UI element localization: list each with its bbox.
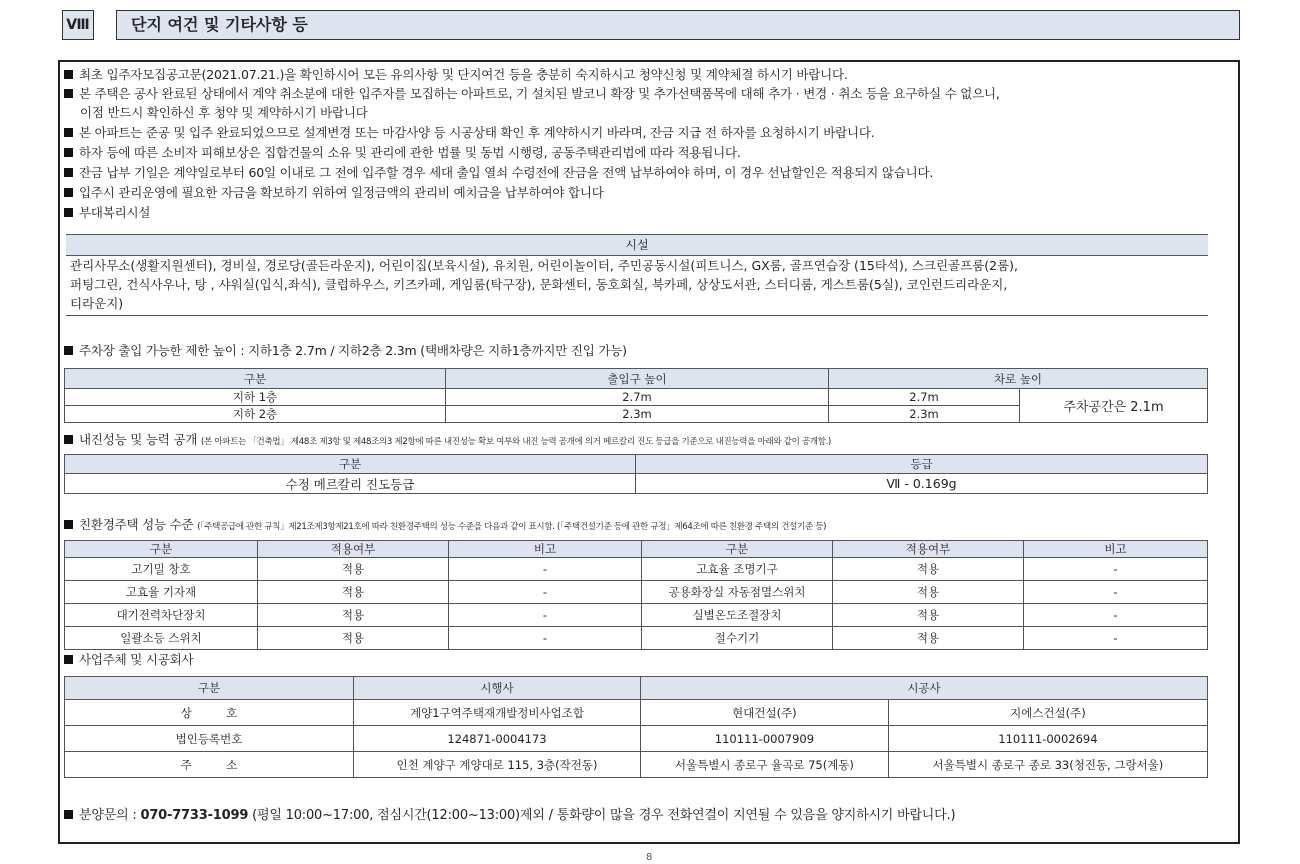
section-title: 단지 여건 및 기타사항 등: [116, 10, 1240, 40]
notice-item: 잔금 납부 기일은 계약일로부터 60일 이내로 그 전에 입주할 경우 세대 출입 열쇠 수령전에 잔금을 전액 납부하여야 하며, 이 경우 선납할인은 적용되지 않습니다.: [64, 163, 933, 181]
bullet-square-icon: [64, 128, 73, 137]
notice-item: 하자 등에 따른 소비자 피해보상은 집합건물의 소유 및 관리에 관한 법률 및 동법 시행령, 공동주택관리법에 따라 적용됩니다.: [64, 143, 741, 161]
bullet-square-icon: [64, 168, 73, 177]
inquiry-phone: 070-7733-1099: [140, 808, 249, 823]
table-header: 차로 높이: [829, 369, 1208, 389]
bullet-square-icon: [64, 208, 73, 217]
table-row: 수정 메르칼리 진도등급 Ⅶ - 0.169g: [65, 474, 1208, 494]
table-row: 고효율 기자재 적용 - 공용화장실 자동점멸스위치 적용 -: [65, 581, 1208, 604]
table-row: 대기전력차단장치 적용 - 실별온도조절장치 적용 -: [65, 604, 1208, 627]
eco-table: [64, 540, 1208, 650]
notice-item: 본 주택은 공사 완료된 상태에서 계약 취소분에 대한 입주자를 모집하는 아파트로, 기 설치된 발코니 확장 및 추가선택품목에 대해 추가 · 변경 · 취소 등을 요구하실 수 없으니,: [64, 84, 1000, 102]
table-header: 구분: [65, 369, 446, 389]
bullet-square-icon: [64, 346, 73, 355]
table-header: 비고: [1024, 541, 1208, 558]
bullet-square-icon: [64, 188, 73, 197]
table-header: 시공사: [641, 677, 1208, 700]
eco-note: (「주택공급에 관한 규칙」제21조제3항제21호에 따라 친환경주택의 성능 수준을 다음과 같이 표시함. (「주택건설기준 등에 관한 규정」제64조에 따른 친환경 주택의 건설기준 등): [197, 522, 827, 532]
seismic-title: 내진성능 및 능력 공개 (본 아파트는 「건축법」 제48조 제3항 및 제48조의3 제2항에 따른 내진성능 확보 여부와 내진 능력 공개에 의거 메르칼리 진도 등급을 기준으로 내진능력을 아래와 같이 공개함.): [64, 430, 831, 448]
table-row: 지하 1층 2.7m 2.7m 주차공간은 2.1m: [65, 389, 1208, 406]
bullet-square-icon: [64, 89, 73, 98]
bullet-square-icon: [64, 435, 73, 444]
facilities-table: [66, 234, 1208, 316]
notice-item: 입주시 관리운영에 필요한 자금을 확보하기 위하여 일정금액의 관리비 예치금을 납부하여야 합니다: [64, 183, 604, 201]
facilities-header: 시설: [66, 234, 1208, 256]
seismic-note: (본 아파트는 「건축법」 제48조 제3항 및 제48조의3 제2항에 따른 내진성능 확보 여부와 내진 능력 공개에 의거 메르칼리 진도 등급을 기준으로 내진능력을 아래와 같이 공개함.): [200, 437, 832, 447]
page-number: 8: [646, 852, 653, 863]
parking-title: 주차장 출입 가능한 제한 높이 : 지하1층 2.7m / 지하2층 2.3m (택배차량은 지하1층까지만 진입 가능): [64, 341, 627, 359]
table-header: 비고: [449, 541, 642, 558]
table-header: 구분: [65, 677, 354, 700]
table-header: 시행사: [354, 677, 641, 700]
parking-note: 주차공간은 2.1m: [1020, 389, 1208, 423]
notice-item: 본 아파트는 준공 및 입주 완료되었으므로 설계변경 또는 마감사양 등 시공상태 확인 후 계약하시기 바라며, 잔금 지급 전 하자를 요청하시기 바랍니다.: [64, 123, 875, 141]
section-number: Ⅷ: [62, 10, 94, 40]
table-row: 상 호 계양1구역주택재개발정비사업조합 현대건설(주) 지에스건설(주): [65, 700, 1208, 726]
table-row: 주 소 인천 계양구 계양대로 115, 3층(작전동) 서울특별시 종로구 율곡로 75(계동) 서울특별시 종로구 종로 33(청진동, 그랑서울): [65, 752, 1208, 778]
company-table: [64, 676, 1208, 778]
bullet-square-icon: [64, 655, 73, 664]
table-header: 구분: [65, 541, 258, 558]
seismic-table: [64, 454, 1208, 494]
facilities-line: 티라운지): [70, 296, 124, 311]
table-header: 구분: [642, 541, 833, 558]
table-header: 등급: [636, 455, 1208, 474]
table-row: 고기밀 창호 적용 - 고효율 조명기구 적용 -: [65, 558, 1208, 581]
bullet-square-icon: [64, 520, 73, 529]
table-header: 출입구 높이: [446, 369, 829, 389]
bullet-square-icon: [64, 810, 73, 819]
table-row: 법인등록번호 124871-0004173 110111-0007909 110111-0002694: [65, 726, 1208, 752]
content-box: [58, 60, 1240, 844]
table-row: 일괄소등 스위치 적용 - 절수기기 적용 -: [65, 627, 1208, 650]
facilities-line: 관리사무소(생활지원센터), 경비실, 경로당(골든라운지), 어린이집(보육시설), 유치원, 어린이놀이터, 주민공동시설(피트니스, GX룸, 골프연습장 (15타석), 스크린골프룸(2룸),: [70, 258, 1019, 273]
table-header: 적용여부: [258, 541, 449, 558]
company-title: 사업주체 및 시공회사: [64, 650, 193, 668]
notice-item: 부대복리시설: [64, 203, 150, 221]
bullet-square-icon: [64, 148, 73, 157]
inquiry-line: 분양문의 : 070-7733-1099 (평일 10:00~17:00, 점심시간(12:00~13:00)제외 / 통화량이 많을 경우 전화연결이 지연될 수 있음을 양지하시기 바랍니다.): [64, 804, 955, 823]
table-row: 지하 2층 2.3m 2.3m: [65, 406, 1208, 423]
parking-table: [64, 368, 1208, 423]
notice-item: 최초 입주자모집공고문(2021.07.21.)을 확인하시어 모든 유의사항 및 단지여건 등을 충분히 숙지하시고 청약신청 및 계약체결 하시기 바랍니다.: [64, 65, 848, 83]
bullet-square-icon: [64, 70, 73, 79]
facilities-line: 퍼팅그린, 건식사우나, 탕 , 샤워실(입식,좌식), 클럽하우스, 키즈카페, 게임룸(탁구장), 문화센터, 동호회실, 북카페, 상상도서관, 스터디룸, 게스트룸(5실), 코인런드리라운지,: [70, 277, 1008, 292]
eco-title: 친환경주택 성능 수준 (「주택공급에 관한 규칙」제21조제3항제21호에 따라 친환경주택의 성능 수준을 다음과 같이 표시함. (「주택건설기준 등에 관한 규정」제64조에 따른 친환경 주택의 건설기준 등): [64, 515, 826, 533]
table-header: 구분: [65, 455, 636, 474]
notice-item-continued: 이점 반드시 확인하신 후 청약 및 계약하시기 바랍니다: [80, 105, 368, 120]
section-header: [62, 10, 1240, 40]
facilities-body: [66, 256, 1208, 316]
table-header: 적용여부: [833, 541, 1024, 558]
